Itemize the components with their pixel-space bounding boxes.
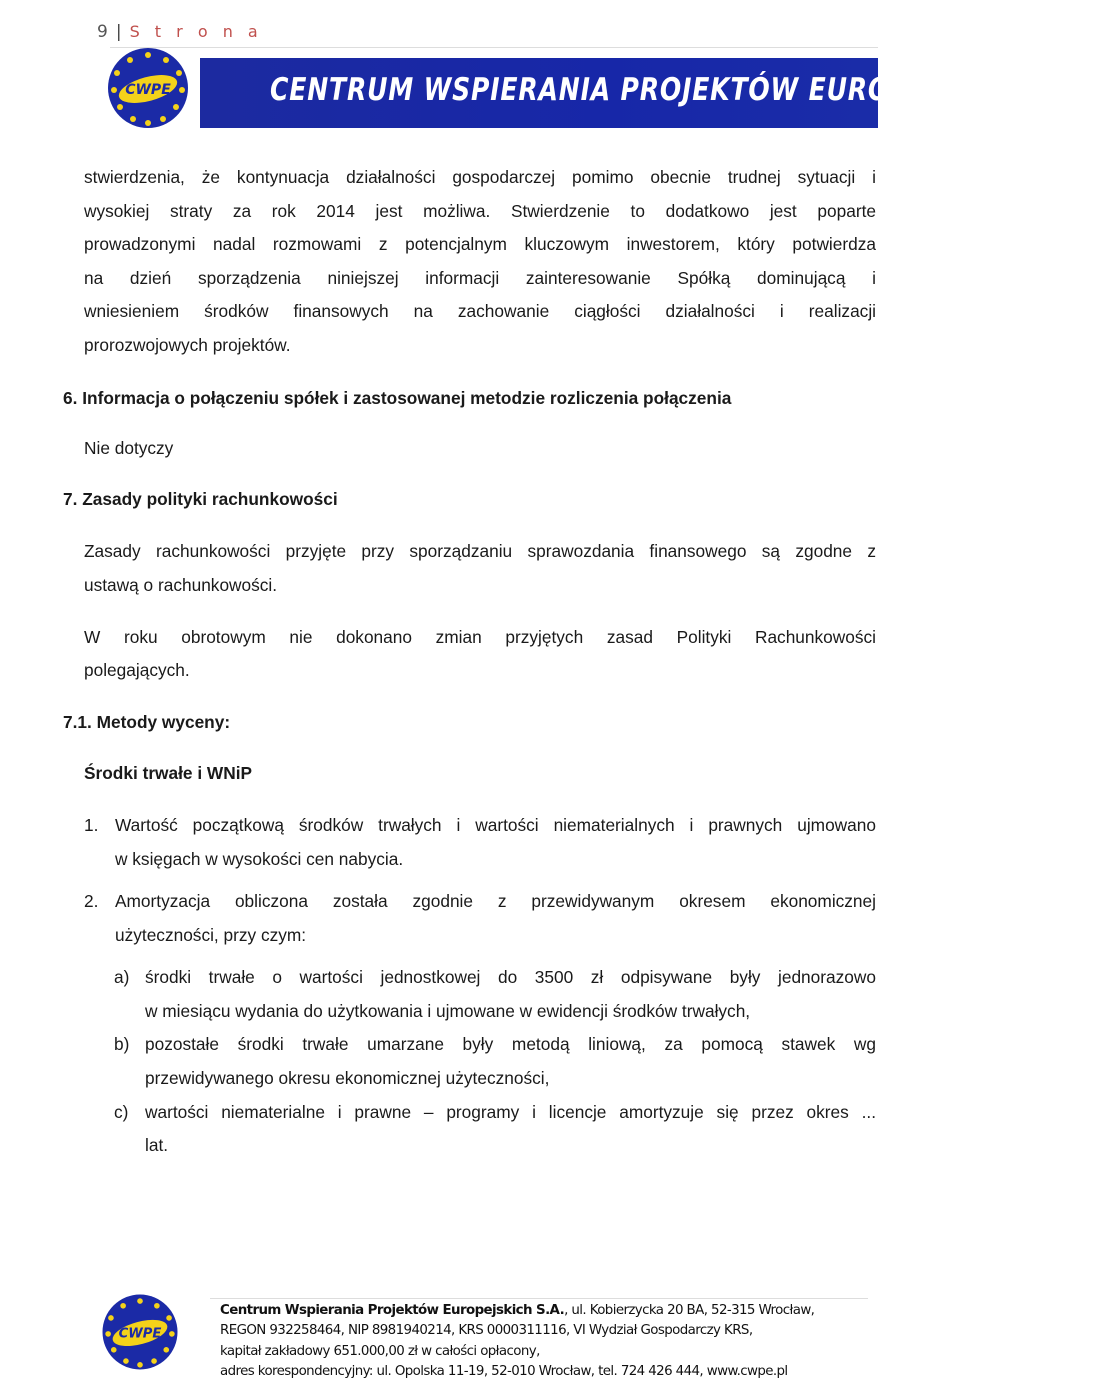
footer-address: , ul. Kobierzycka 20 BA, 52-315 Wrocław, [564, 1303, 815, 1318]
text-line: wartości niematerialne i prawne – programy i licencje amortyzuje się przez okres ... [145, 1101, 876, 1122]
text-line: wniesieniem środków finansowych na zachowanie ciągłości działalności i realizacji [84, 301, 876, 322]
subsection-heading: Środki trwałe i WNiP [84, 763, 253, 784]
header-rule [110, 47, 878, 48]
section-6-heading: 6. Informacja o połączeniu spółek i zastosowanej metodzie rozliczenia połączenia [63, 387, 732, 408]
text-line: stwierdzenia, że kontynuacja działalności gospodarczej pomimo obecnie trudnej sytuacji i [84, 167, 876, 187]
footer-cwpe-logo [95, 1290, 185, 1374]
list-letter: a) [114, 967, 130, 988]
footer-company: Centrum Wspierania Projektów Europejskich S.A. [220, 1303, 565, 1318]
text-line: Zasady rachunkowości przyjęte przy sporządzaniu sprawozdania finansowego są zgodne z [84, 541, 876, 562]
svg-text:CWPE: CWPE [118, 1326, 162, 1342]
text-line: na dzień sporządzenia niniejszej informacji zainteresowanie Spółką dominującą i [84, 267, 876, 288]
text-line: prowadzonymi nadal rozmowami z potencjalnym kluczowym inwestorem, który potwierdza [84, 234, 876, 255]
list-number: 1. [84, 814, 99, 835]
list-number: 2. [84, 891, 99, 912]
text-line: środki trwałe o wartości jednostkowej do 3500 zł odpisywane były jednorazowo [145, 967, 876, 988]
page-number-separator: | [115, 22, 122, 42]
banner-title: CENTRUM WSPIERANIA PROJEKTÓW EUROPEJSKICH S.A. [270, 72, 1098, 108]
section-7-1-heading: 7.1. Metody wyceny: [63, 711, 231, 732]
text-line: użyteczności, przy czym: [115, 924, 307, 945]
text-line: Amortyzacja obliczona została zgodnie z przewidywanym okresem ekonomicznej [115, 891, 876, 912]
text-line: W roku obrotowym nie dokonano zmian przyjętych zasad Polityki Rachunkowości [84, 626, 876, 647]
text-line: przewidywanego okresu ekonomicznej użyteczności, [145, 1068, 550, 1089]
cwpe-logo [100, 45, 196, 131]
text-line: prorozwojowych projektów. [84, 334, 291, 355]
page-number-value: 9 [97, 22, 108, 42]
list-letter: c) [114, 1101, 129, 1122]
text-line: Wartość początkową środków trwałych i wartości niematerialnych i prawnych ujmowano [115, 814, 876, 835]
svg-text:CWPE: CWPE [125, 82, 171, 98]
document-body [63, 161, 876, 1163]
section-7-paragraph-2 [84, 621, 876, 688]
footer-correspondence: adres korespondencyjny: ul. Opolska 11-19, 52-010 Wrocław, tel. 724 426 444, www.cwpe.pl [220, 1364, 788, 1380]
list-item-c [84, 1096, 876, 1163]
list-item-b [84, 1028, 876, 1095]
text-line: w księgach w wysokości cen nabycia. [115, 848, 404, 869]
text-line: wysokiej straty za rok 2014 jest możliwa. Stwierdzenie to dodatkowo jest poparte [84, 200, 876, 221]
list-item-1 [84, 809, 876, 876]
section-6-text: Nie dotyczy [84, 438, 174, 459]
text-line: polegających. [84, 660, 190, 681]
text-line: lat. [145, 1135, 169, 1156]
page-number [97, 22, 263, 42]
page-word: S t r o n a [129, 22, 263, 41]
footer-capital: kapitał zakładowy 651.000,00 zł w całości opłacony, [220, 1343, 540, 1359]
section-7-paragraph-1 [84, 535, 876, 602]
text-line: pozostałe środki trwałe umarzane były metodą liniową, za pomocą stawek wg [145, 1034, 876, 1055]
paragraph-continuation [84, 161, 876, 363]
footer-registry: REGON 932258464, NIP 8981940214, KRS 0000311116, VI Wydział Gospodarczy KRS, [220, 1323, 753, 1339]
list-letter: b) [114, 1034, 130, 1055]
section-7-heading: 7. Zasady polityki rachunkowości [63, 488, 338, 509]
footer-rule [210, 1298, 868, 1299]
text-line: ustawą o rachunkowości. [84, 574, 278, 595]
list-item-2 [84, 885, 876, 952]
footer-contact [220, 1301, 814, 1383]
list-item-a [84, 961, 876, 1028]
footer-line-1 [220, 1301, 814, 1321]
text-line: w miesiącu wydania do użytkowania i ujmowane w ewidencji środków trwałych, [145, 1000, 751, 1021]
